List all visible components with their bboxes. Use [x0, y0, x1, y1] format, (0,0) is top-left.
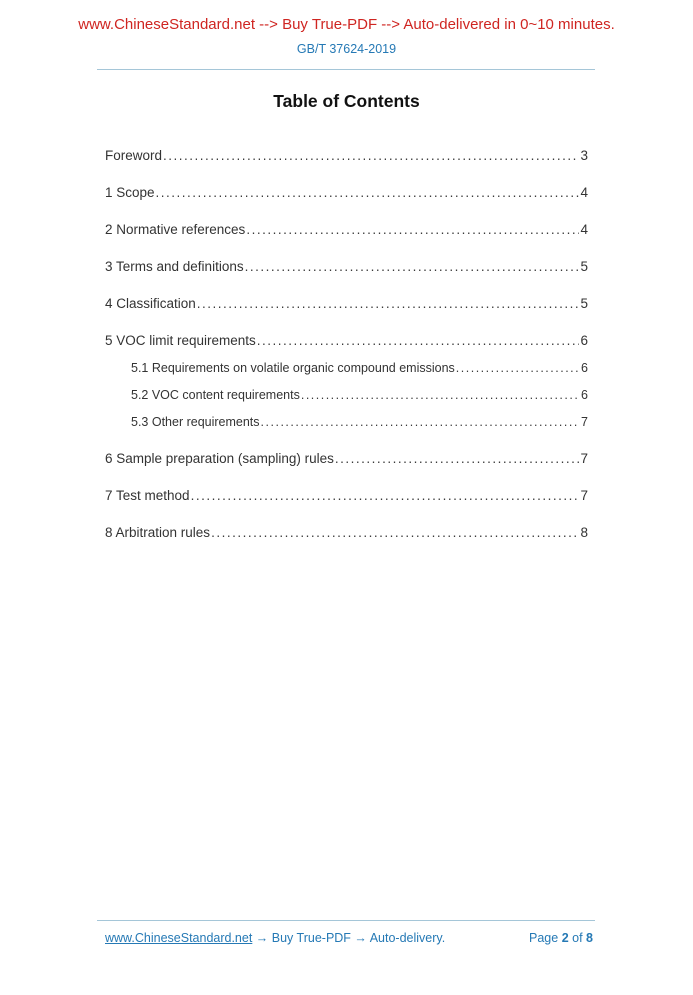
- toc-entry: [105, 488, 588, 503]
- toc-entry-label: 4 Classification: [105, 296, 196, 311]
- toc-entry-page: 3: [580, 148, 588, 163]
- toc-entry-label: 5 VOC limit requirements: [105, 333, 256, 348]
- page-total: 8: [586, 931, 593, 945]
- footer-site-link[interactable]: www.ChineseStandard.net: [105, 931, 253, 945]
- toc-entry-page: 7: [581, 415, 588, 429]
- toc-dot-leader: [245, 259, 580, 274]
- toc-entry: [105, 222, 588, 237]
- toc-entry-page: 7: [580, 488, 588, 503]
- toc-dot-leader: [156, 185, 580, 200]
- toc-entry-page: 6: [581, 361, 588, 375]
- toc-entry: [131, 389, 588, 402]
- footer-left: [105, 930, 445, 946]
- promo-banner: www.ChineseStandard.net --> Buy True-PDF --> Auto-delivered in 0~10 minutes.: [78, 16, 615, 33]
- toc-dot-leader: [261, 416, 581, 429]
- toc-entry-page: 7: [580, 451, 588, 466]
- page-current: 2: [561, 931, 569, 945]
- toc-dot-leader: [211, 525, 579, 540]
- toc-entry-page: 8: [580, 525, 588, 540]
- toc-entry: [105, 296, 588, 311]
- toc-dot-leader: [246, 222, 579, 237]
- toc-dot-leader: [163, 148, 579, 163]
- header-divider: [97, 69, 595, 70]
- toc-entry-label: 6 Sample preparation (sampling) rules: [105, 451, 334, 466]
- toc-entry: [105, 333, 588, 348]
- toc-entry: [105, 525, 588, 540]
- toc-entry-page: 5: [580, 259, 588, 274]
- page-title: Table of Contents: [273, 91, 420, 111]
- footer-divider: [97, 920, 595, 921]
- toc-entry: [105, 451, 588, 466]
- toc-entry-label: 1 Scope: [105, 185, 155, 200]
- toc-entry-page: 6: [581, 388, 588, 402]
- toc-entry: [105, 148, 588, 163]
- toc-dot-leader: [191, 488, 580, 503]
- toc-entry-page: 6: [580, 333, 588, 348]
- footer-tagline: → Buy True-PDF → Auto-delivery.: [252, 931, 446, 945]
- doc-number: GB/T 37624-2019: [296, 42, 397, 56]
- toc-entry: [131, 362, 588, 375]
- toc-entry-page: 4: [580, 185, 588, 200]
- toc-entry-label: 5.1 Requirements on volatile organic compound emissions: [131, 361, 455, 375]
- toc-dot-leader: [257, 333, 580, 348]
- toc-entry-page: 5: [580, 296, 588, 311]
- toc-dot-leader: [197, 296, 580, 311]
- toc-entry-label: 5.2 VOC content requirements: [131, 388, 300, 402]
- toc-entry-label: 5.3 Other requirements: [131, 415, 260, 429]
- toc-entry-label: 7 Test method: [105, 488, 190, 503]
- toc-entry-label: 3 Terms and definitions: [105, 259, 244, 274]
- of-label: of: [572, 931, 583, 945]
- toc-dot-leader: [301, 389, 580, 402]
- toc-entry-label: 8 Arbitration rules: [105, 525, 211, 540]
- page-indicator: [529, 930, 593, 946]
- toc-entry: [105, 259, 588, 274]
- toc-dot-leader: [456, 362, 580, 375]
- toc-entry-label: Foreword: [105, 148, 163, 163]
- toc-entry: [105, 185, 588, 200]
- toc-list: [105, 148, 588, 540]
- footer: [97, 930, 595, 946]
- toc-entry-label: 2 Normative references: [105, 222, 246, 237]
- document-page: [0, 15, 693, 995]
- toc-entry: [131, 416, 588, 429]
- toc-entry-page: 4: [580, 222, 588, 237]
- toc-dot-leader: [335, 451, 580, 466]
- page-label: Page: [529, 931, 559, 945]
